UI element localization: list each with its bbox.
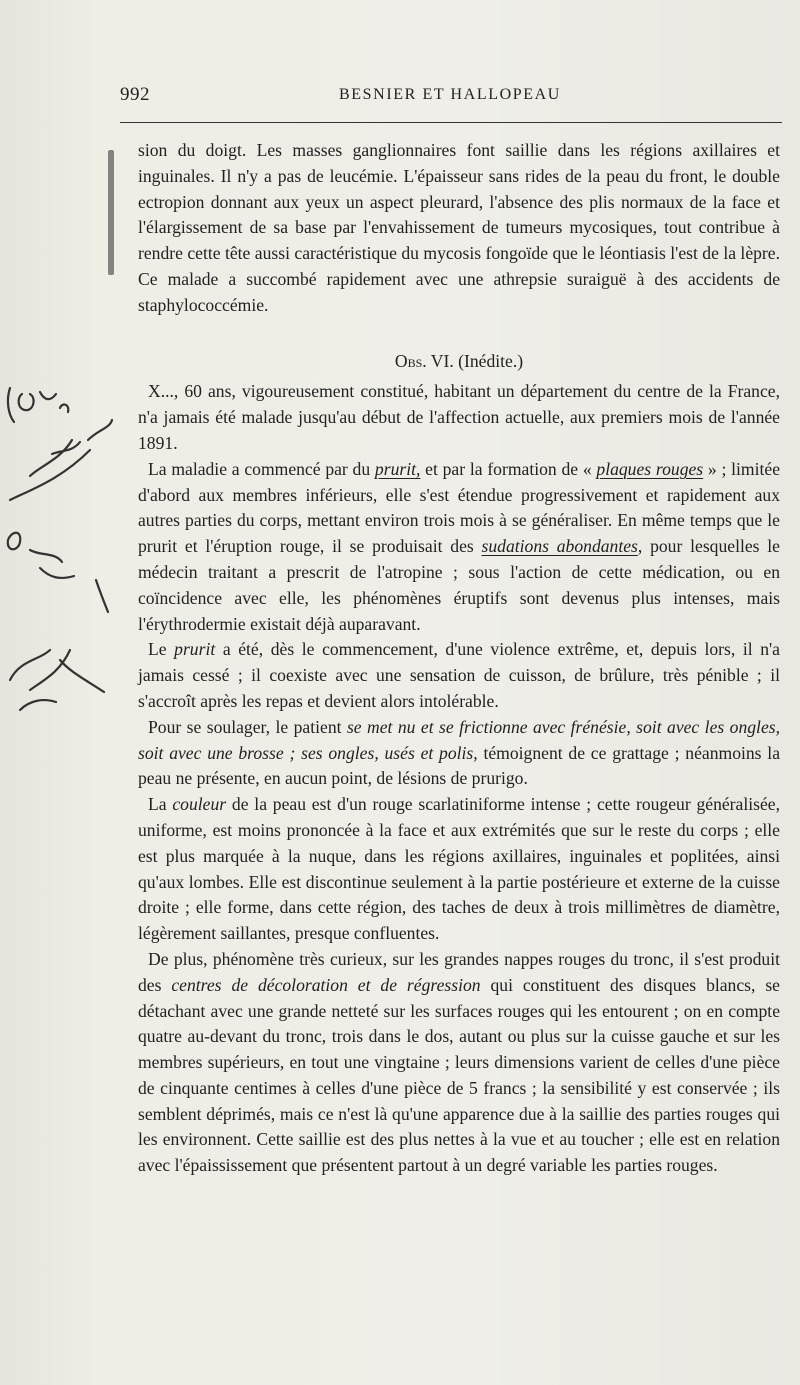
text-span: De plus, phénomène très curieux, sur les grandes nappes rouges du tronc, il s'est produit des — [138, 948, 780, 995]
text-span: La — [148, 794, 173, 815]
emphasis-centres: centres de décoloration et de régression — [171, 974, 481, 995]
paragraph-4 — [138, 637, 780, 714]
page-number: 992 — [120, 84, 150, 105]
paragraph-5 — [138, 715, 780, 792]
obs-number: VI. (Inédite.) — [426, 350, 524, 371]
text-span: Pour se soulager, le patient — [148, 716, 347, 737]
emphasis-friction: se met nu et se frictionne avec frénésie, soit avec les ongles, soit avec une brosse ; ses ongles, usés et polis, — [138, 716, 780, 763]
emphasis-prurit: prurit, — [374, 458, 421, 479]
text-span: qui constituent des disques blancs, se détachant avec une grande netteté sur les surfaces rouges qui les entourent ; on en compte quatre au-devant du tronc, trois dans le dos, autant ou plus sur la cuisse gauche et sur les membres supérieurs, en tout une vingtaine ; leurs dimensions varient de celles d'une pièce de cinquante centimes à celles d'une pièce de 5 francs ; la sensibilité y est conservée ; ils semblent déprimés, mais ce n'est là qu'une apparence due à la saillie des parties rouges qui les environnent. Cette saillie est des plus nettes à la vue et au toucher ; elle est en relation avec l'épaississement que présentent partout à un degré variable les parties rouges. — [138, 974, 780, 1176]
text-span: , pour lesquelles le médecin traitant a prescrit de l'atropine ; sous l'action de cette médication, ou en coïncidence avec elle, les phénomènes éruptifs sont devenus plus intenses, mais l'érythrodermie existait déjà auparavant. — [138, 536, 780, 634]
text-span: Le — [148, 639, 175, 660]
paragraph-7 — [138, 947, 780, 1179]
text-span: et par la formation de « — [420, 458, 597, 479]
emphasis-sudations: sudations abondantes — [481, 536, 638, 557]
emphasis-couleur: couleur — [172, 794, 227, 815]
text-span: témoignent de ce grattage ; néanmoins la peau ne présente, en aucun point, de lésions de prurigo. — [138, 742, 781, 789]
body-text — [138, 138, 780, 1179]
page-header — [120, 84, 780, 110]
text-span: La maladie a commencé par du — [148, 458, 375, 479]
text-span: de la peau est d'un rouge scarlatiniforme intense ; cette rougeur généralisée, uniforme, est moins prononcée à la face et aux extrémités que sur le reste du corps ; elle est plus marquée à la nuque, dans les régions axillaires, inguinales et poplitées, ainsi qu'aux lombes. Elle est discontinue seulement à la partie postérieure et externe de la cuisse droite ; elle forme, dans cette région, des taches de deux à trois millimètres de diamètre, légèrement saillantes, presque confluentes. — [138, 794, 780, 944]
obs-label: Obs. — [394, 350, 427, 371]
handwritten-annotation — [0, 380, 130, 740]
header-rule — [120, 122, 782, 123]
emphasis-plaques-rouges: plaques rouges — [596, 458, 704, 479]
emphasis-prurit: prurit — [174, 639, 216, 660]
observation-heading — [138, 349, 780, 375]
margin-marker — [108, 150, 114, 275]
paragraph-6 — [138, 792, 780, 947]
paragraph-3 — [138, 457, 780, 638]
text-span: a été, dès le commencement, d'une violence extrême, et, depuis lors, il n'a jamais cessé ; il coexiste avec une sensation de cuisson, de brûlure, très pénible ; il s'accroît après les repas et devient alors intolérable. — [138, 639, 780, 711]
paragraph-2: X..., 60 ans, vigoureusement constitué, habitant un département du centre de la France, n'a jamais été malade jusqu'au début de l'affection actuelle, aux premiers mois de l'année 1891. — [138, 381, 780, 453]
running-title: BESNIER ET HALLOPEAU — [339, 86, 561, 103]
text-span: » ; limitée d'abord aux membres inférieurs, elle s'est étendue progressivement et rapidement aux autres parties du corps, mettant environ trois mois à se généraliser. En même temps que le prurit et l'éruption rouge, il se produisait des — [138, 458, 780, 557]
paragraph-1: sion du doigt. Les masses ganglionnaires font saillie dans les régions axillaires et inguinales. Il n'y a pas de leucémie. L'épaisseur sans rides de la peau du front, le double ectropion donnant aux yeux un aspect pleurard, l'absence des plis normaux de la face et l'élargissement de sa base par l'envahissement de tumeurs mycosiques, tout contribue à rendre cette tête aussi caractéristique du mycosis fongoïde que le léontiasis l'est de la lèpre. Ce malade a succombé rapidement avec une athrepsie suraiguë à des accidents de staphylococcémie. — [138, 140, 780, 315]
